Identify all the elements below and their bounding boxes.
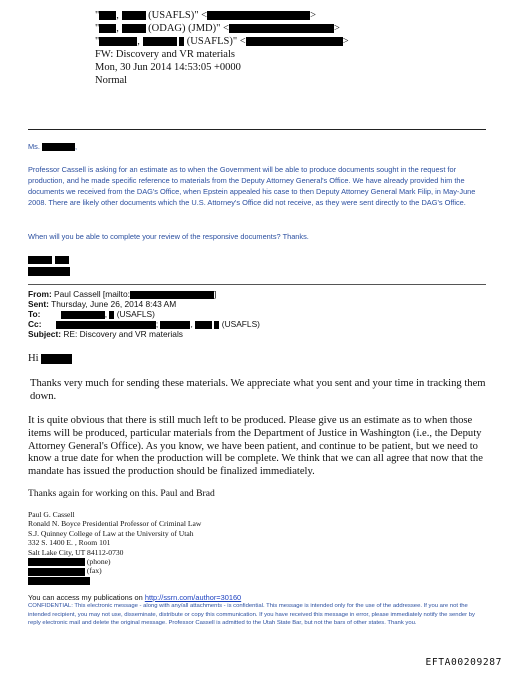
original-paragraph-1: Thanks very much for sending these materials. We appreciate what you sent and your time in tracking them down. — [30, 378, 486, 402]
ssrn-link[interactable]: http://ssrn.com/author=30160 — [144, 593, 242, 602]
signature-name: Paul G. Cassell — [28, 510, 75, 519]
original-paragraph-3: Thanks again for working on this. Paul and Brad — [28, 488, 215, 499]
redaction — [28, 568, 85, 576]
redaction — [246, 37, 343, 46]
redaction — [28, 256, 52, 264]
redaction — [229, 24, 334, 33]
redaction — [42, 143, 75, 151]
header-importance-value: Normal — [95, 75, 128, 86]
redaction — [41, 354, 72, 364]
signature-phone-row: (phone) — [28, 557, 201, 566]
publications-line: You can access my publications on http://ssrn.com/author=30160 — [28, 593, 242, 602]
redaction — [195, 321, 212, 329]
signature-block — [28, 510, 201, 585]
original-paragraph-2: It is quite obvious that there is still much left to be produced. Please give us an estimate as to when those items will be produced, particular materials from the Department of Justice in Washington (i.e., the Deputy Attorney General's Office). As you know, we have been patient, and continue to be patient, but we need to know a true date for when the production will be complete. We think that we can all agree that now that the mandate has issued the production should be finalized immediately. — [28, 415, 483, 478]
redaction — [130, 291, 214, 299]
forward-question: When will you be able to complete your review of the responsive documents? Thanks. — [28, 232, 309, 241]
redaction — [160, 321, 190, 329]
forward-salutation: Ms. , — [28, 142, 78, 151]
signature-title: Ronald N. Boyce Presidential Professor of Criminal Law — [28, 519, 202, 529]
original-subject-row: Subject: RE: Discovery and VR materials — [28, 329, 183, 339]
original-sent-row: Sent: Thursday, June 26, 2014 8:43 AM — [28, 299, 177, 309]
header-subject-value: FW: Discovery and VR materials — [95, 49, 235, 60]
header-divider — [28, 129, 486, 130]
redaction — [28, 577, 90, 585]
original-cc-row: Cc: ; , (USAFLS) — [28, 319, 260, 329]
redaction — [28, 267, 70, 276]
signature-address-2: Salt Lake City, UT 84112-0730 — [28, 547, 124, 557]
signature-blank-row — [28, 576, 201, 585]
header-date-value: Mon, 30 Jun 2014 14:53:05 +0000 — [95, 62, 241, 73]
original-greeting: Hi — [28, 353, 72, 366]
redaction — [28, 558, 85, 566]
signature-fax-row: (fax) — [28, 566, 201, 575]
redaction — [55, 256, 69, 264]
original-divider — [28, 284, 486, 285]
signature-school: S.J. Quinney College of Law at the University of Utah — [28, 528, 194, 538]
redaction — [122, 24, 146, 33]
original-to-row: To: , (USAFLS) — [28, 309, 155, 319]
redaction — [99, 24, 116, 33]
bates-number: EFTA00209287 — [425, 657, 502, 668]
redaction — [122, 11, 146, 20]
confidentiality-notice: CONFIDENTIAL: This electronic message - along with any/all attachments - is confidential. This message is intended only for the use of the addressee. If you are not the intended recipient, you may not use, disseminate, distribute or copy this communication. If you have received this message in error, please immediately notify the sender by reply electronic mail and delete the original message. Professor Cassell is admitted to the Utah State Bar, but not the bars of other states. Thank you. — [28, 603, 475, 627]
original-from-row: From: Paul Cassell [mailto: ] — [28, 289, 217, 299]
redaction — [56, 321, 156, 329]
signature-address-1: 332 S. 1400 E. , Room 101 — [28, 538, 111, 548]
redaction — [99, 37, 137, 46]
redaction — [143, 37, 177, 46]
redaction — [207, 11, 310, 20]
forward-paragraph: Professor Cassell is asking for an estimate as to when the Government will be able to produce documents sought in the request for production, and he made specific reference to materials from the Deputy Attorney General's Office. We have already provided him the documents we received from the DAG's Office, when Epstein appealed his case to then Deputy Attorney General Mark Filip, in May-June 2008. There are likely other documents which the U.S. Attorney's Office did not receive, as they were sent directly to the DAG's Office. — [28, 165, 476, 207]
redaction — [61, 311, 105, 319]
redaction — [99, 11, 116, 20]
